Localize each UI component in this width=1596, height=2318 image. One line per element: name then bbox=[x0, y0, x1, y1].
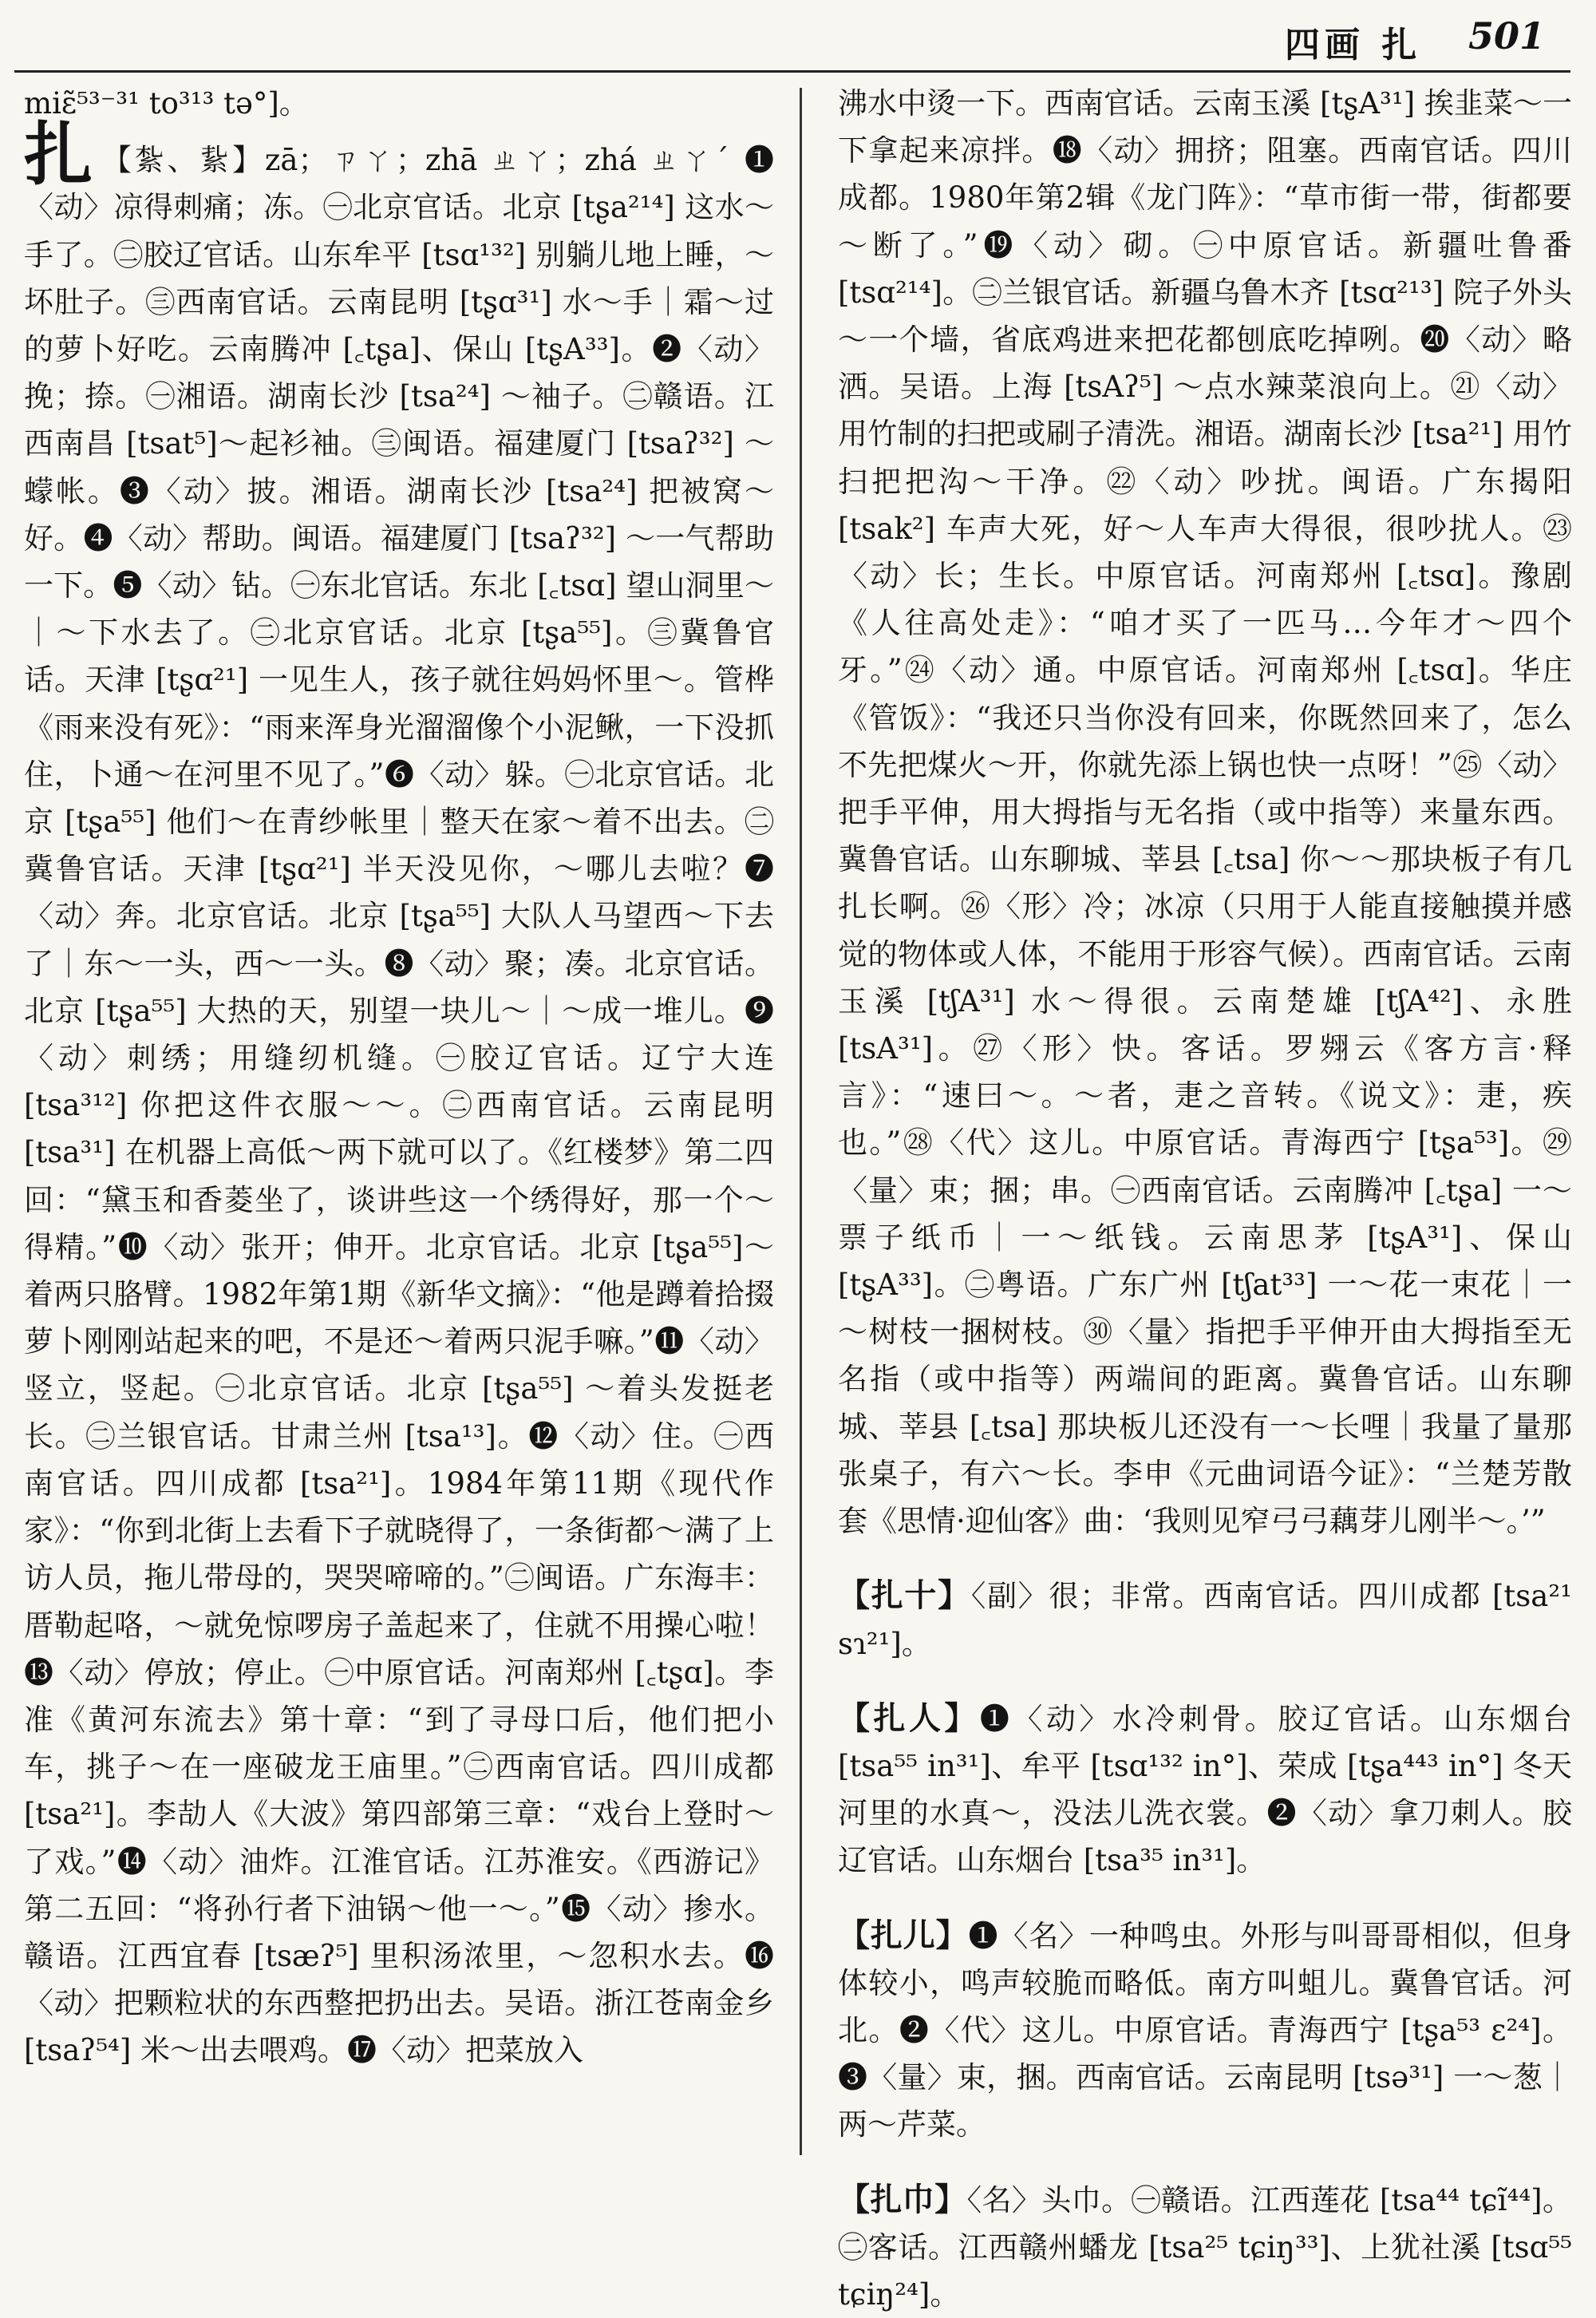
sub-entry-body: 〈名〉头巾。㊀赣语。江西莲花 [tsa⁴⁴ tɕĩ⁴⁴]。㊁客话。江西赣州蟠龙 [tsa²⁵ tɕiŋ³³]、上犹社溪 [tsɑ⁵⁵ tɕiŋ²⁴]。 bbox=[838, 2182, 1573, 2312]
section-title: 四画 扎 bbox=[1285, 25, 1422, 65]
header-rule bbox=[14, 70, 1570, 73]
sub-entry-zhajin bbox=[838, 2176, 1572, 2318]
entry-zha-body: 【紮、紥】zā；ㄗㄚ；zhā ㄓㄚ；zhá ㄓㄚˊ ❶〈动〉凉得刺痛；冻。㊀北京官话。北京 [tʂa²¹⁴] 这水～手了。㊁胶辽官话。山东牟平 [tsɑ¹³²] 别躺儿地上睡，～坏肚子。㊂西南官话。云南昆明 [tʂɑ³¹] 水～手｜霜～过的萝卜好吃。云南腾冲 [꜀tʂa]、保山 [tʂA³³]。❷〈动〉挽；捺。㊀湘语。湖南长沙 [tsa²⁴] ～袖子。㊁赣语。江西南昌 [tsat⁵]～起衫袖。㊂闽语。福建厦门 [tsaʔ³²] ～蠓帐。❸〈动〉披。湘语。湖南长沙 [tsa²⁴] 把被窝～好。❹〈动〉帮助。闽语。福建厦门 [tsaʔ³²] ～一气帮助一下。❺〈动〉钻。㊀东北官话。东北 [꜀tsɑ] 望山洞里～｜～下水去了。㊁北京官话。北京 [tʂa⁵⁵]。㊂冀鲁官话。天津 [tʂɑ²¹] 一见生人，孩子就往妈妈怀里～。管桦《雨来没有死》：“雨来浑身光溜溜像个小泥鳅，一下没抓住，卜通～在河里不见了。”❻〈动〉躲。㊀北京官话。北京 [tʂa⁵⁵] 他们～在青纱帐里｜整天在家～着不出去。㊁冀鲁官话。天津 [tʂɑ²¹] 半天没见你，～哪儿去啦？❼〈动〉奔。北京官话。北京 [tʂa⁵⁵] 大队人马望西～下去了｜东～一头，西～一头。❽〈动〉聚；凑。北京官话。北京 [tʂa⁵⁵] 大热的天，别望一块儿～｜～成一堆儿。❾〈动〉刺绣；用缝纫机缝。㊀胶辽官话。辽宁大连 [tsa³¹²] 你把这件衣服～～。㊁西南官话。云南昆明 [tsa³¹] 在机器上高低～两下就可以了。《红楼梦》第二四回：“黛玉和香菱坐了，谈讲些这一个绣得好，那一个～得精。”❿〈动〉张开；伸开。北京官话。北京 [tʂa⁵⁵]～着两只胳臂。1982年第1期《新华文摘》：“他是蹲着拾掇萝卜刚刚站起来的吧，不是还～着两只泥手嘛。”⓫〈动〉竖立，竖起。㊀北京官话。北京 [tʂa⁵⁵] ～着头发挺老长。㊁兰银官话。甘肃兰州 [tsa¹³]。⓬〈动〉住。㊀西南官话。四川成都 [tsa²¹]。1984年第11期《现代作家》：“你到北街上去看下子就晓得了，一条街都～满了上访人员，拖儿带母的，哭哭啼啼的。”㊁闽语。广东海丰：厝勒起咯，～就免惊啰房子盖起来了，住就不用操心啦！⓭〈动〉停放；停止。㊀中原官话。河南郑州 [꜀tʂɑ]。李准《黄河东流去》第十章：“到了寻母口后，他们把小车，挑子～在一座破龙王庙里。”㊁西南官话。四川成都 [tsa²¹]。李劼人《大波》第四部第三章：“戏台上登时～了戏。”⓮〈动〉油炸。江淮官话。江苏淮安。《西游记》第二五回：“将孙行者下油锅～他一～。”⓯〈动〉掺水。赣语。江西宜春 [tsæʔ⁵] 里积汤浓里，～忽积水去。⓰〈动〉把颗粒状的东西整把扔出去。吴语。浙江苍南金乡 [tsaʔ⁵⁴] 米～出去喂鸡。⓱〈动〉把菜放入 bbox=[24, 143, 775, 2068]
sub-entry-headword: 【扎巾】 bbox=[838, 2180, 967, 2218]
sub-entry-headword: 【扎人】 bbox=[838, 1699, 980, 1737]
page-number: 501 bbox=[1468, 14, 1546, 57]
continued-text: miɛ̃⁵³⁻³¹ to³¹³ tə°]。 bbox=[24, 86, 309, 121]
headword-char: 扎 bbox=[24, 114, 96, 196]
sub-entry-zhaer bbox=[838, 1912, 1572, 2149]
entry-zha-continued: 沸水中烫一下。西南官话。云南玉溪 [tʂA³¹] 挨韭菜～一下拿起来凉拌。⓲〈动〉拥挤；阻塞。西南官话。四川成都。1980年第2辑《龙门阵》：“草市街一带，街都要～断了。”⓳〈动〉砌。㊀中原官话。新疆吐鲁番 [tsɑ²¹⁴]。㊁兰银官话。新疆乌鲁木齐 [tsɑ²¹³] 院子外头～一个墙，省底鸡进来把花都刨底吃掉咧。⓴〈动〉略洒。吴语。上海 [tsAʔ⁵] ～点水辣菜浪向上。㉑〈动〉用竹制的扫把或刷子清洗。湘语。湖南长沙 [tsa²¹] 用竹扫把把沟～干净。㉒〈动〉吵扰。闽语。广东揭阳 [tsak²] 车声大死，好～人车声大得很，很吵扰人。㉓〈动〉长；生长。中原官话。河南郑州 [꜀tsɑ]。豫剧《人往高处走》：“咱才买了一匹马…今年才～四个牙。”㉔〈动〉通。中原官话。河南郑州 [꜀tsɑ]。华庄《管饭》：“我还只当你没有回来，你既然回来了，怎么不先把煤火～开，你就先添上锅也快一点呀！”㉕〈动〉把手平伸，用大拇指与无名指（或中指等）来量东西。冀鲁官话。山东聊城、莘县 [꜀tsa] 你～～那块板子有几扎长啊。㉖〈形〉冷；冰凉（只用于人能直接触摸并感觉的物体或人体，不能用于形容气候）。西南官话。云南玉溪 [tʃA³¹] 水～得很。云南楚雄 [tʃA⁴²]、永胜 [tsA³¹]。㉗〈形〉快。客话。罗翙云《客方言·释言》：“速曰～。～者，疌之音转。《说文》：疌，疾也。”㉘〈代〉这儿。中原官话。青海西宁 [tʂa⁵³]。㉙〈量〉束；捆；串。㊀西南官话。云南腾冲 [꜀tʂa] 一～票子纸币｜一～纸钱。云南思茅 [tʂA³¹]、保山 [tʂA³³]。㊁粤语。广东广州 [tʃat³³] 一～花一束花｜一～树枝一捆树枝。㉚〈量〉指把手平伸开由大拇指至无名指（或中指等）两端间的距离。冀鲁官话。山东聊城、莘县 [꜀tsa] 那块板儿还没有一～长哩｜我量了量那张桌子，有六～长。李申《元曲词语今证》：“兰楚芳散套《思情·迎仙客》曲：‘我则见窄弓弓藕芽儿刚半～。’” bbox=[838, 86, 1572, 1539]
page-header bbox=[0, 0, 1596, 73]
sub-entry-body: ❶〈动〉水冷刺骨。胶辽官话。山东烟台 [tsa⁵⁵ in³¹]、牟平 [tsɑ¹³² in°]、荣成 [tʂa⁴⁴³ in°] 冬天河里的水真～，没法儿洗衣裳。❷〈动〉拿刀刺人。胶辽官话。山东烟台 [tsa³⁵ in³¹]。 bbox=[838, 1701, 1573, 1878]
sub-entry-body: ❶〈名〉一种鸣虫。外形与叫哥哥相似，但身体较小，鸣声较脆而略低。南方叫蛆儿。冀鲁官话。河北。❷〈代〉这儿。中原官话。青海西宁 [tʂa⁵³ ɛ²⁴]。❸〈量〉束，捆。西南官话。云南昆明 [tsə³¹] 一～葱｜两～芹菜。 bbox=[838, 1918, 1573, 2142]
right-column bbox=[838, 80, 1572, 2318]
entry-zha bbox=[24, 114, 775, 2074]
sub-entry-headword: 【扎十】 bbox=[838, 1576, 971, 1615]
sub-entry-zharen bbox=[838, 1695, 1572, 1885]
sub-entry-zhashi bbox=[838, 1572, 1572, 1667]
left-column bbox=[24, 80, 774, 2075]
column-divider bbox=[800, 88, 802, 2155]
sub-entry-headword: 【扎儿】 bbox=[838, 1916, 969, 1954]
sub-entry-body: 〈副〉很；非常。西南官话。四川成都 [tsa²¹ sɿ²¹]。 bbox=[838, 1579, 1572, 1661]
